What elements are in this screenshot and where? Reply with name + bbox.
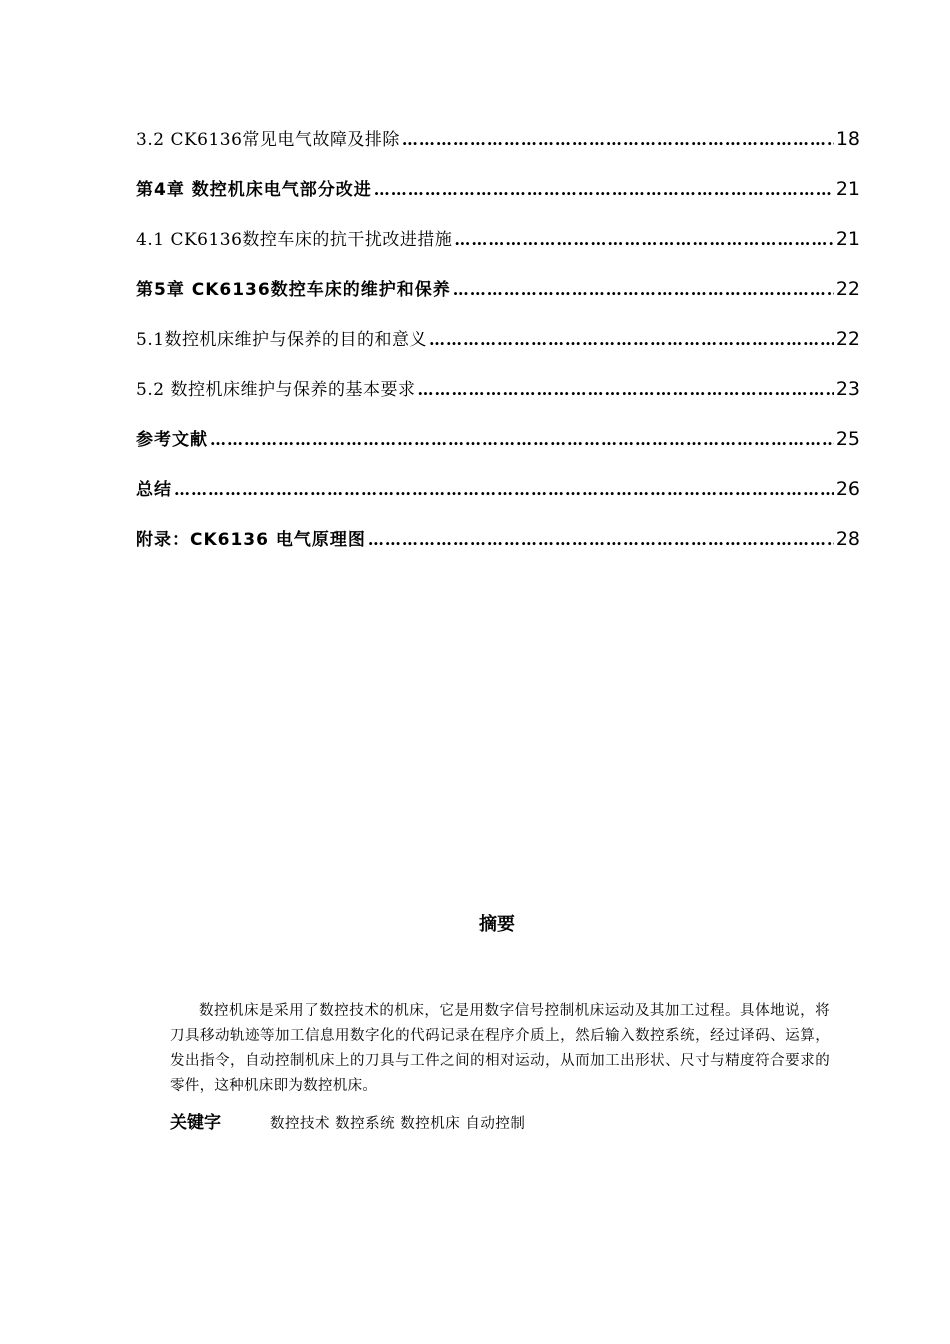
toc-dot-leader <box>368 525 834 555</box>
toc-dot-leader <box>417 375 833 405</box>
toc-entry-title: 第4章 数控机床电气部分改进 <box>136 180 372 200</box>
abstract-heading: 摘要 <box>479 914 515 935</box>
toc-entry-5-1[interactable] <box>136 324 860 374</box>
toc-entry-page: 22 <box>835 278 860 300</box>
toc-entry-chapter-4[interactable] <box>136 174 860 224</box>
keywords-value: 数控技术 数控系统 数控机床 自动控制 <box>270 1116 526 1132</box>
toc-entry-4-1[interactable] <box>136 224 860 274</box>
toc-entry-page: 22 <box>835 328 860 350</box>
toc-entry-page: 26 <box>835 478 860 500</box>
toc-entry-references[interactable] <box>136 424 860 474</box>
toc-entry-title: 参考文献 <box>136 430 208 450</box>
keywords-line <box>170 1108 525 1133</box>
keywords-label: 关键字 <box>170 1113 221 1133</box>
toc-entry-appendix[interactable] <box>136 524 860 574</box>
toc-entry-page: 25 <box>835 428 860 450</box>
toc-entry-page: 21 <box>835 228 860 250</box>
abstract-paragraph: 数控机床是采用了数控技术的机床，它是用数字信号控制机床运动及其加工过程。具体地说，将刀具移动轨迹等加工信息用数字化的代码记录在程序介质上，然后输入数控系统，经过译码、运算，发出指令，自动控制机床上的刀具与工件之间的相对运动，从而加工出形状、尺寸与精度符合要求的零件，这种机床即为数控机床。 <box>170 1002 830 1094</box>
toc-entry-title: 5.1数控机床维护与保养的目的和意义 <box>136 330 428 350</box>
toc-dot-leader <box>454 225 833 255</box>
toc-dot-leader <box>210 425 834 455</box>
toc-entry-title: 4.1 CK6136数控车床的抗干扰改进措施 <box>136 230 453 250</box>
toc-entry-page: 18 <box>835 128 860 150</box>
toc-entry-title: 附录：CK6136 电气原理图 <box>136 530 366 550</box>
table-of-contents <box>136 124 860 574</box>
toc-entry-page: 28 <box>835 528 860 550</box>
toc-entry-page: 21 <box>835 178 860 200</box>
toc-entry-summary[interactable] <box>136 474 860 524</box>
toc-entry-page: 23 <box>835 378 860 400</box>
toc-entry-title: 5.2 数控机床维护与保养的基本要求 <box>136 380 416 400</box>
toc-dot-leader <box>402 125 834 155</box>
toc-entry-chapter-5[interactable] <box>136 274 860 324</box>
toc-dot-leader <box>453 275 834 305</box>
toc-entry-3-2[interactable] <box>136 124 860 174</box>
toc-entry-title: 3.2 CK6136常见电气故障及排除 <box>136 130 400 150</box>
toc-entry-title: 总结 <box>136 480 172 500</box>
toc-dot-leader <box>429 325 834 355</box>
toc-dot-leader <box>174 475 834 505</box>
toc-dot-leader <box>374 175 834 205</box>
toc-entry-title: 第5章 CK6136数控车床的维护和保养 <box>136 280 451 300</box>
toc-entry-5-2[interactable] <box>136 374 860 424</box>
